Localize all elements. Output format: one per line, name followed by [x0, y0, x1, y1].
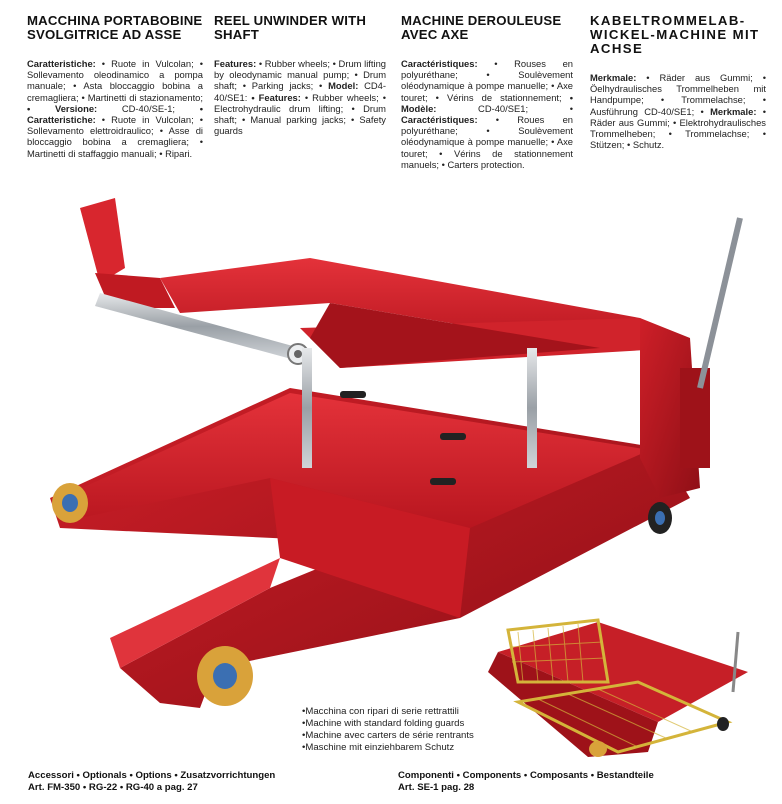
column-body: Caractéristiques: • Rouses en polyuréthane; • Soulèvement oléodynamique à pompe manuelle; • Axe touret; • Vérins de stationnement; • Modèle: CD-40/SE1; • Caractéristiques: • Roues en polyuréthane; • Soulèvement oléodynamique à pompe manuelle; • Axe touret; • Vérins de stationnement manuels; • Carters protection. — [401, 58, 573, 170]
column-body: Caratteristiche: • Ruote in Vulcolan; • Sollevamento oleodinamico a pompa manuale; • Asta bloccaggio bobina a cremagliera; • Martinetti di stazionamento; • Versione: CD-40/SE-1; • Caratteristiche: • Ruote in Vulcolan; • Sollevamento elettroidraulico; • Asse di bloccaggio bobina a cremagliera; • Martinetti di staffaggio manuali; • Ripari. — [27, 58, 204, 159]
column-title: REEL UNWINDER WITH SHAFT — [214, 13, 367, 42]
column-body: Features: • Rubber wheels; • Drum lifting by oleodynamic manual pump; • Drum shaft; • Parking jacks; • Model: CD4-40/SE1: • Features: • Rubber wheels; • Electrohydraulic drum lifting; • Drum shaft; • Manual parking jacks; • Safety guards — [214, 58, 386, 137]
column-body: Merkmale: • Räder aus Gummi; • Öelhydraulisches Trommelheben mit Handpumpe; • Trommelachse; • Ausführung CD-40/SE1; • Merkmale: • Räder aus Gummi; • Elektrohydraulisches Trommelheben; • Trommelachse; • Stützen; • Schutz. — [590, 72, 767, 151]
column-title: MACCHINA PORTABOBINE SVOLGITRICE AD ASSE — [27, 13, 203, 42]
column-title: MACHINE DEROULEUSE AVEC AXE — [401, 13, 562, 42]
column-italian — [27, 14, 203, 159]
caption-line: •Machine with standard folding guards — [302, 718, 465, 729]
column-german — [590, 14, 766, 150]
caption-line: •Macchina con ripari di serie rettrattili — [302, 706, 459, 717]
column-french — [401, 14, 573, 170]
inset-caption — [302, 706, 502, 754]
column-english — [214, 14, 386, 136]
components-footer: Componenti • Components • Composants • Bestandteile Art. SE-1 pag. 28 — [398, 770, 654, 793]
caption-line: •Maschine mit einziehbarem Schutz — [302, 742, 455, 753]
caption-line: •Machine avec carters de série rentrants — [302, 730, 474, 741]
accessories-footer: Accessori • Optionals • Options • Zusatzvorrichtungen Art. FM-350 • RG-22 • RG-40 a pag. 27 — [28, 770, 276, 793]
machine-with-guards-photo — [478, 612, 766, 760]
column-title: KABELTROMMELAB-WICKEL-MACHINE MIT ACHSE — [590, 13, 760, 56]
